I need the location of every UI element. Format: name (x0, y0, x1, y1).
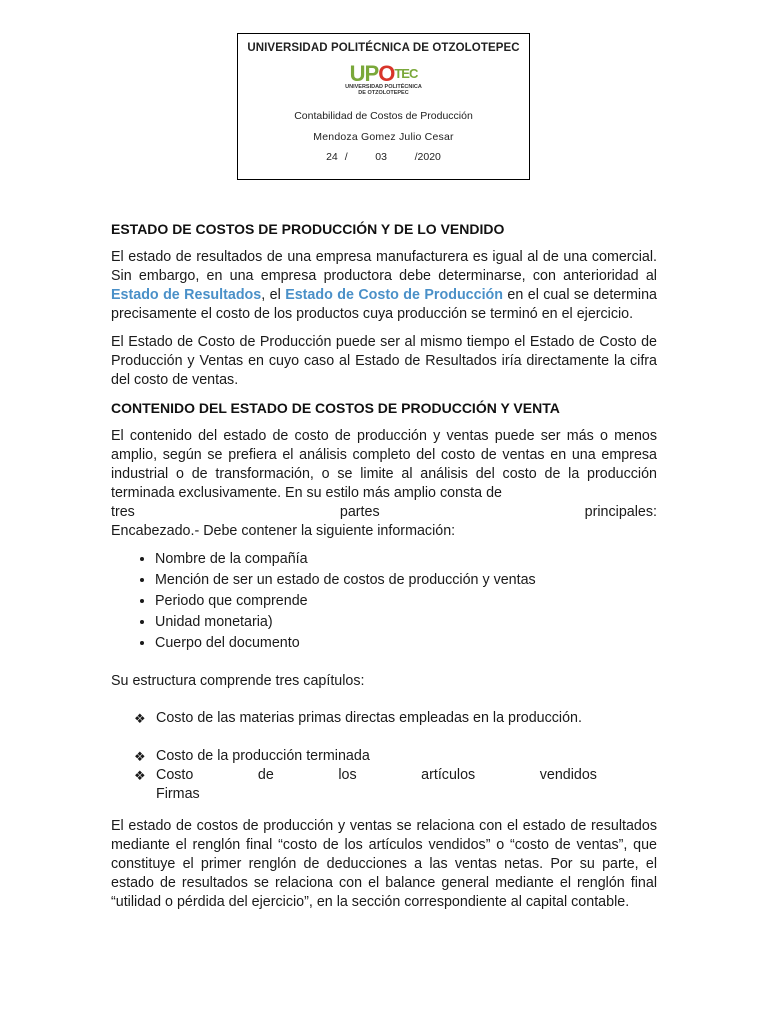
section1-title: ESTADO DE COSTOS DE PRODUCCIÓN Y DE LO VENDIDO (111, 221, 505, 237)
section2-p1-text: El contenido del estado de costo de producción y ventas puede ser más o menos amplio, según se prefiera el análisis completo del costo de ventas en una empresa industrial o de transformación, o se limite al análisis del costo de la producción terminada exclusivamente. En su estilo más amplio consta de (111, 428, 657, 501)
chapter-item (134, 747, 657, 766)
logo-subtitle-line1: UNIVERSIDAD POLITÉCNICA (345, 84, 422, 90)
header-info-list (111, 550, 657, 653)
structure-intro: Su estructura comprende tres capítulos: (111, 673, 365, 689)
section2-paragraph1 (111, 427, 657, 503)
chapter1-text: Costo de las materias primas directas empleadas en la producción. (156, 710, 582, 726)
section2-word-principales: principales: (584, 504, 657, 520)
section1-p1-text-c: en el cual se determina precisamente el costo de los productos cuya producción se terminó en el ejercicio. (111, 287, 658, 322)
chapter3-word: Costo (156, 767, 194, 783)
section1-p1-text-b: , el (261, 287, 286, 303)
chapter3-word: vendidos (539, 767, 597, 783)
university-name: UNIVERSIDAD POLITÉCNICA DE OTZOLOTEPEC (247, 42, 520, 54)
cover-header-box (237, 33, 530, 180)
encabezado-line: Encabezado.- Debe contener la siguiente información: (111, 523, 456, 539)
final-paragraph: El estado de costos de producción y ventas se relaciona con el estado de resultados mediante el renglón final “costo de los artículos vendidos” o “costo de ventas”, que constituye el primer renglón de deducciones a las ventas netas. Por su parte, el estado de resultados se relaciona con el balance general mediante el renglón final “utilidad o pérdida del ejercicio”, en la sección correspondiente al capital contable. (111, 818, 657, 910)
chapter3-word: artículos (421, 767, 476, 783)
logo-mark (339, 61, 429, 86)
chapter3-firmas: Firmas (156, 786, 200, 802)
diamond-bullet-icon: ❖ (134, 768, 146, 783)
chapter2-text: Costo de la producción terminada (156, 748, 370, 764)
logo-subtitle-line2: DE OTZOLOTEPEC (358, 90, 409, 96)
section2-word-partes: partes (339, 504, 380, 520)
course-name: Contabilidad de Costos de Producción (294, 110, 473, 122)
chapter-item (134, 709, 657, 728)
section1-paragraph1 (111, 248, 657, 324)
link-estado-de-costo-de-produccion[interactable]: Estado de Costo de Producción (285, 287, 504, 303)
document-body (111, 220, 657, 921)
list-item: • Mención de ser un estado de costos de producción y ventas (155, 571, 657, 590)
chapter3-line (156, 766, 657, 785)
chapter3-word: de (257, 767, 274, 783)
list-item: • Cuerpo del documento (155, 634, 657, 653)
list-item: • Unidad monetaria) (155, 613, 657, 632)
diamond-bullet-icon: ❖ (134, 749, 146, 764)
list-item: • Periodo que comprende (155, 592, 657, 611)
list-item: • Nombre de la compañía (155, 550, 657, 569)
logo-mark-o: O (378, 61, 395, 86)
logo-mark-up: UP (349, 61, 379, 86)
section1-p1-text-a: El estado de resultados de una empresa manufacturera es igual al de una comercial. Sin embargo, en una empresa productora debe determinarse, con anterioridad al (111, 249, 657, 284)
section2-word-tres: tres (111, 504, 135, 520)
university-logo (339, 61, 429, 98)
document-date: 24 / 03 /2020 (326, 151, 441, 163)
diamond-bullet-icon: ❖ (134, 711, 146, 726)
section2-title: CONTENIDO DEL ESTADO DE COSTOS DE PRODUCCIÓN Y VENTA (111, 400, 560, 416)
chapter-item (134, 766, 657, 804)
section1-paragraph2: El Estado de Costo de Producción puede ser al mismo tiempo el Estado de Costo de Producción y Ventas en cuyo caso al Estado de Resultados iría directamente la cifra del costo de ventas. (111, 334, 657, 388)
link-estado-de-resultados[interactable]: Estado de Resultados (111, 287, 262, 303)
chapter3-word: los (338, 767, 357, 783)
logo-mark-tec: TEC (394, 66, 418, 81)
author-name: Mendoza Gomez Julio Cesar (313, 131, 454, 143)
chapters-list (111, 709, 657, 804)
section2-p1-last-line (111, 503, 657, 522)
